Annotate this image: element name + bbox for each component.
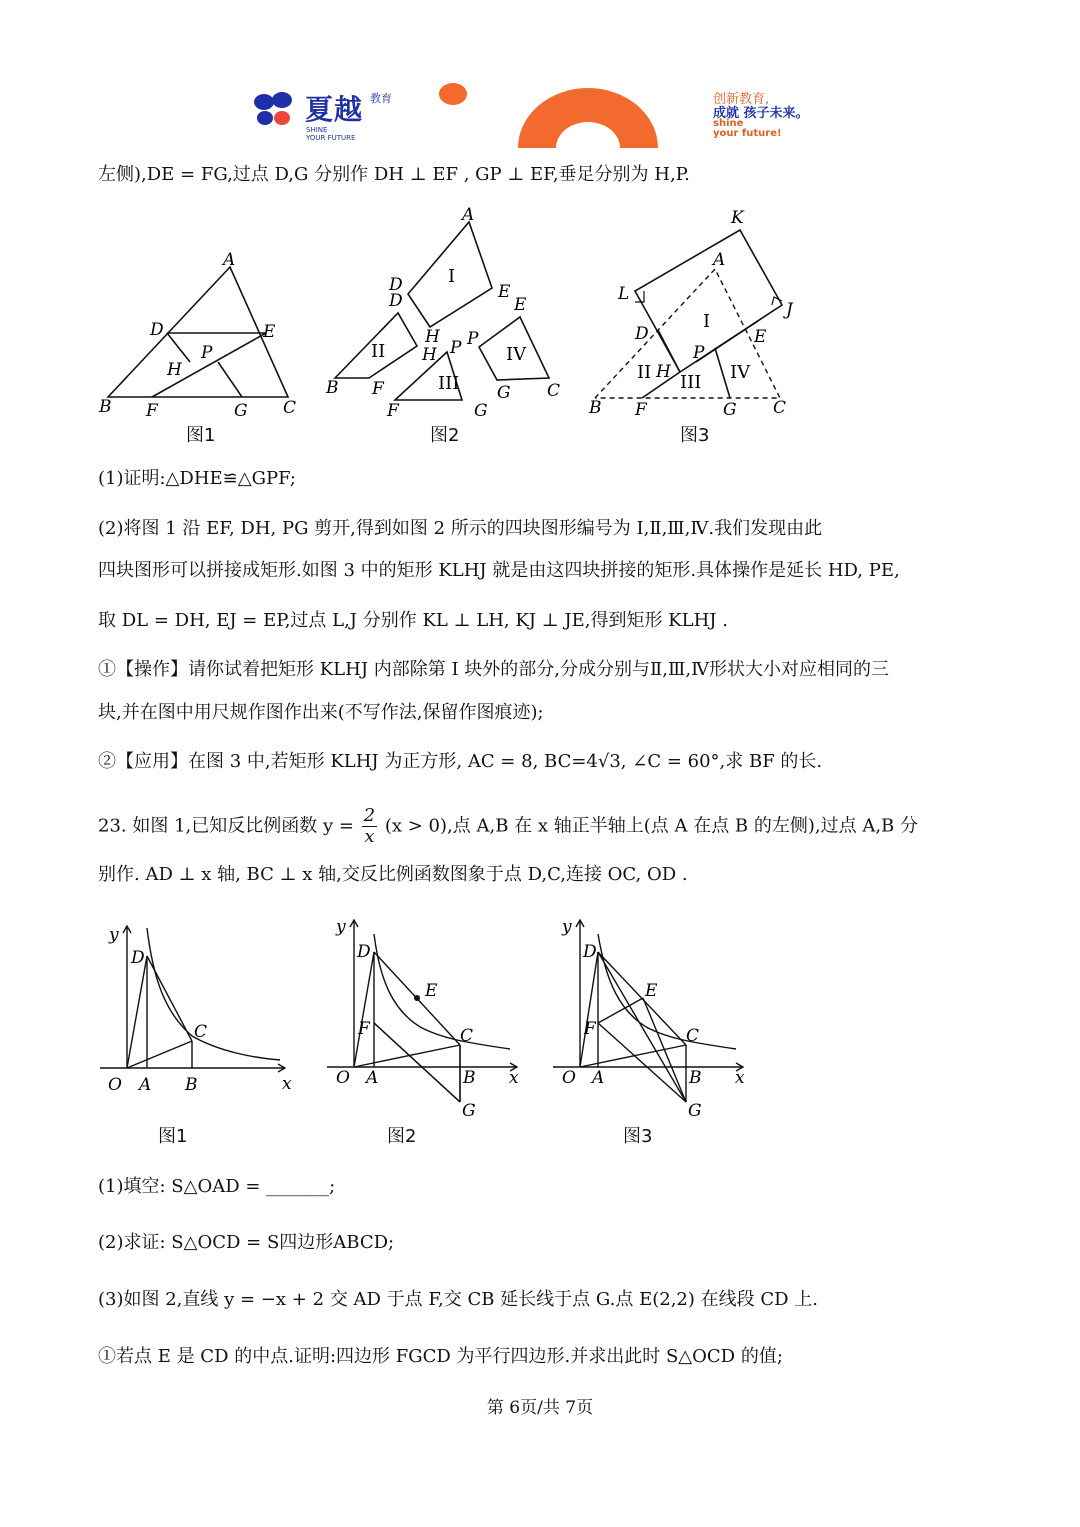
fig3-label-G: G: [723, 400, 737, 420]
page-footer: 第 6页/共 7页: [486, 1398, 594, 1418]
fig2-label-E-2: E: [514, 295, 527, 315]
fig1-label-G: G: [234, 401, 248, 421]
fig2-label-A: A: [462, 205, 475, 225]
sub-question-3: (3)如图 2,直线 y = −x + 2 交 AD 于点 F,交 CB 延长线于点 G.点 E(2,2) 在线段 CD 上.: [98, 1289, 818, 1310]
fig3-label-P: P: [693, 343, 705, 363]
piece-II-label: II: [371, 341, 386, 362]
fig2-label-P-2: P: [467, 329, 479, 349]
g2-label-y: y: [336, 917, 346, 937]
fraction-numerator: 2: [363, 805, 376, 826]
g1-label-y: y: [109, 925, 119, 945]
question-2-line2: 四块图形可以拼接成矩形.如图 3 中的矩形 KLHJ 就是由这四块拼接的矩形.具体操作是延长 HD, PE,: [98, 560, 900, 581]
caption-top-fig1: 图1: [186, 425, 216, 446]
piece-I-label: I: [448, 266, 456, 287]
brand-english-line2: YOUR FUTURE: [306, 134, 356, 142]
fig2-label-D-1: D: [389, 275, 403, 295]
fig3-label-H: H: [656, 362, 671, 382]
g1-label-C: C: [194, 1022, 208, 1042]
p23-prefix: 23. 如图 1,已知反比例函数 y =: [98, 815, 354, 837]
fig2-label-H-1: H: [425, 327, 440, 347]
slogan-line2: 成就 孩子未来。: [713, 106, 809, 121]
question-1: (1)证明:△DHE≌△GPF;: [98, 468, 296, 489]
sub-question-1: (1)填空: S△OAD = _______;: [98, 1176, 336, 1197]
fig1-label-E: E: [263, 322, 276, 342]
fig2-label-P-1: P: [450, 338, 462, 358]
fig1-label-A: A: [223, 250, 236, 270]
g1-label-B: B: [185, 1075, 198, 1093]
application-line: ②【应用】在图 3 中,若矩形 KLHJ 为正方形, AC = 8, BC=4√3, ∠C = 60°,求 BF 的长.: [98, 751, 823, 772]
fig2-label-B: B: [326, 378, 339, 398]
g3-label-B: B: [689, 1068, 702, 1088]
g3-label-O: O: [562, 1068, 576, 1088]
orange-dot-icon: [439, 83, 467, 105]
fig1-label-D: D: [150, 320, 164, 340]
fig3-label-B: B: [589, 398, 602, 418]
g1-label-D: D: [131, 948, 145, 968]
g2-label-F: F: [358, 1019, 370, 1039]
sub-question-3-part1: ①若点 E 是 CD 的中点.证明:四边形 FGCD 为平行四边形.并求出此时 S△OCD 的值;: [98, 1346, 783, 1367]
fig3-piece-I: I: [703, 311, 711, 332]
fig3-label-F: F: [635, 400, 647, 420]
fig2-label-H-2: H: [422, 345, 437, 365]
p23-suffix: (x > 0),点 A,B 在 x 轴正半轴上(点 A 在点 B 的左侧),过点 A,B 分: [384, 815, 919, 837]
g3-label-C: C: [686, 1026, 700, 1046]
fig2-label-F-1: F: [372, 379, 384, 399]
fig3-piece-III: III: [680, 372, 702, 393]
caption-top-fig3: 图3: [680, 425, 710, 446]
fig2-label-G-1: G: [474, 401, 488, 421]
g3-label-D: D: [583, 942, 597, 962]
g1-label-x: x: [282, 1074, 292, 1093]
g1-label-O: O: [108, 1075, 122, 1093]
piece-IV-label: IV: [506, 344, 527, 365]
fig3-label-C: C: [773, 398, 787, 418]
g2-label-E: E: [425, 981, 438, 1001]
fig2-label-E-1: E: [498, 282, 511, 302]
fig3-label-L: L: [618, 284, 630, 304]
fig3-piece-IV: IV: [730, 362, 751, 383]
fig3-label-A: A: [713, 250, 726, 270]
g2-label-C: C: [460, 1026, 474, 1046]
g2-label-x: x: [509, 1068, 519, 1088]
g3-label-G: G: [688, 1101, 702, 1121]
fig1-label-C: C: [283, 398, 297, 418]
brand-english-line1: SHINE: [306, 126, 328, 134]
g3-label-x: x: [735, 1068, 745, 1088]
fig2-label-D-2: D: [389, 291, 403, 311]
problem-23-line2: 别作. AD ⊥ x 轴, BC ⊥ x 轴,交反比例函数图象于点 D,C,连接 OC, OD .: [98, 864, 688, 885]
graph-bottom-2: [322, 912, 537, 1122]
g1-label-A: A: [139, 1075, 152, 1093]
fig3-piece-II: II: [637, 362, 652, 383]
brand-suffix: 教育: [370, 92, 392, 105]
fig2-label-G-2: G: [497, 383, 511, 403]
fig1-label-F: F: [146, 401, 158, 421]
brand-english: [306, 126, 355, 142]
g2-label-D: D: [357, 942, 371, 962]
fig1-label-B: B: [99, 397, 112, 417]
question-2-line3: 取 DL = DH, EJ = EP,过点 L,J 分别作 KL ⊥ LH, KJ ⊥ JE,得到矩形 KLHJ .: [98, 610, 728, 631]
figure-top-3: [585, 205, 810, 425]
fig1-label-P: P: [201, 343, 213, 363]
graph-bottom-1: [95, 918, 305, 1093]
operation-line1: ①【操作】请你试着把矩形 KLHJ 内部除第 Ⅰ 块外的部分,分成分别与Ⅱ,Ⅲ,Ⅳ形状大小对应相同的三: [98, 659, 890, 680]
g3-label-F: F: [584, 1019, 596, 1039]
figure-top-1: [95, 245, 310, 425]
g3-label-A: A: [592, 1068, 605, 1088]
operation-line2: 块,并在图中用尺规作图作出来(不写作法,保留作图痕迹);: [98, 702, 544, 723]
orange-arc-icon: [518, 88, 658, 148]
slogan-line3: [713, 119, 782, 139]
caption-bottom-fig3: 图3: [623, 1126, 653, 1147]
g3-label-E: E: [645, 981, 658, 1001]
fraction-2-over-x: [362, 806, 377, 847]
caption-bottom-fig1: 图1: [158, 1126, 188, 1147]
butterfly-logo-icon: [252, 90, 296, 130]
caption-bottom-fig2: 图2: [387, 1126, 417, 1147]
fraction-denominator: x: [364, 826, 375, 847]
text-line-intro: 左侧),DE = FG,过点 D,G 分别作 DH ⊥ EF , GP ⊥ EF,垂足分别为 H,P.: [98, 164, 690, 185]
fig2-label-C: C: [547, 381, 561, 401]
question-2-line1: (2)将图 1 沿 EF, DH, PG 剪开,得到如图 2 所示的四块图形编号为 Ⅰ,Ⅱ,Ⅲ,Ⅳ.我们发现由此: [98, 518, 823, 539]
g3-label-y: y: [562, 917, 572, 937]
sub-question-2: (2)求证: S△OCD = S四边形ABCD;: [98, 1232, 395, 1253]
fig1-label-H: H: [167, 360, 182, 380]
caption-top-fig2: 图2: [430, 425, 460, 446]
fig3-label-D: D: [635, 324, 649, 344]
problem-23-line1: [98, 806, 918, 847]
slogan-line1: 创新教育,: [713, 92, 770, 107]
fig2-label-F-2: F: [387, 401, 399, 421]
piece-III-label: III: [438, 373, 460, 394]
slogan-line3b: your future!: [713, 128, 782, 139]
g2-label-B: B: [463, 1068, 476, 1088]
fig3-label-K: K: [731, 208, 744, 228]
brand-name: 夏越: [305, 93, 364, 126]
slogan-line3a: shine: [713, 118, 744, 129]
g2-label-O: O: [336, 1068, 350, 1088]
g2-point-E: [414, 995, 420, 1001]
fig3-label-E: E: [754, 327, 767, 347]
g2-label-G: G: [462, 1101, 476, 1121]
graph-bottom-3: [548, 912, 763, 1122]
g2-label-A: A: [366, 1068, 379, 1088]
fig3-label-J: J: [786, 300, 793, 320]
